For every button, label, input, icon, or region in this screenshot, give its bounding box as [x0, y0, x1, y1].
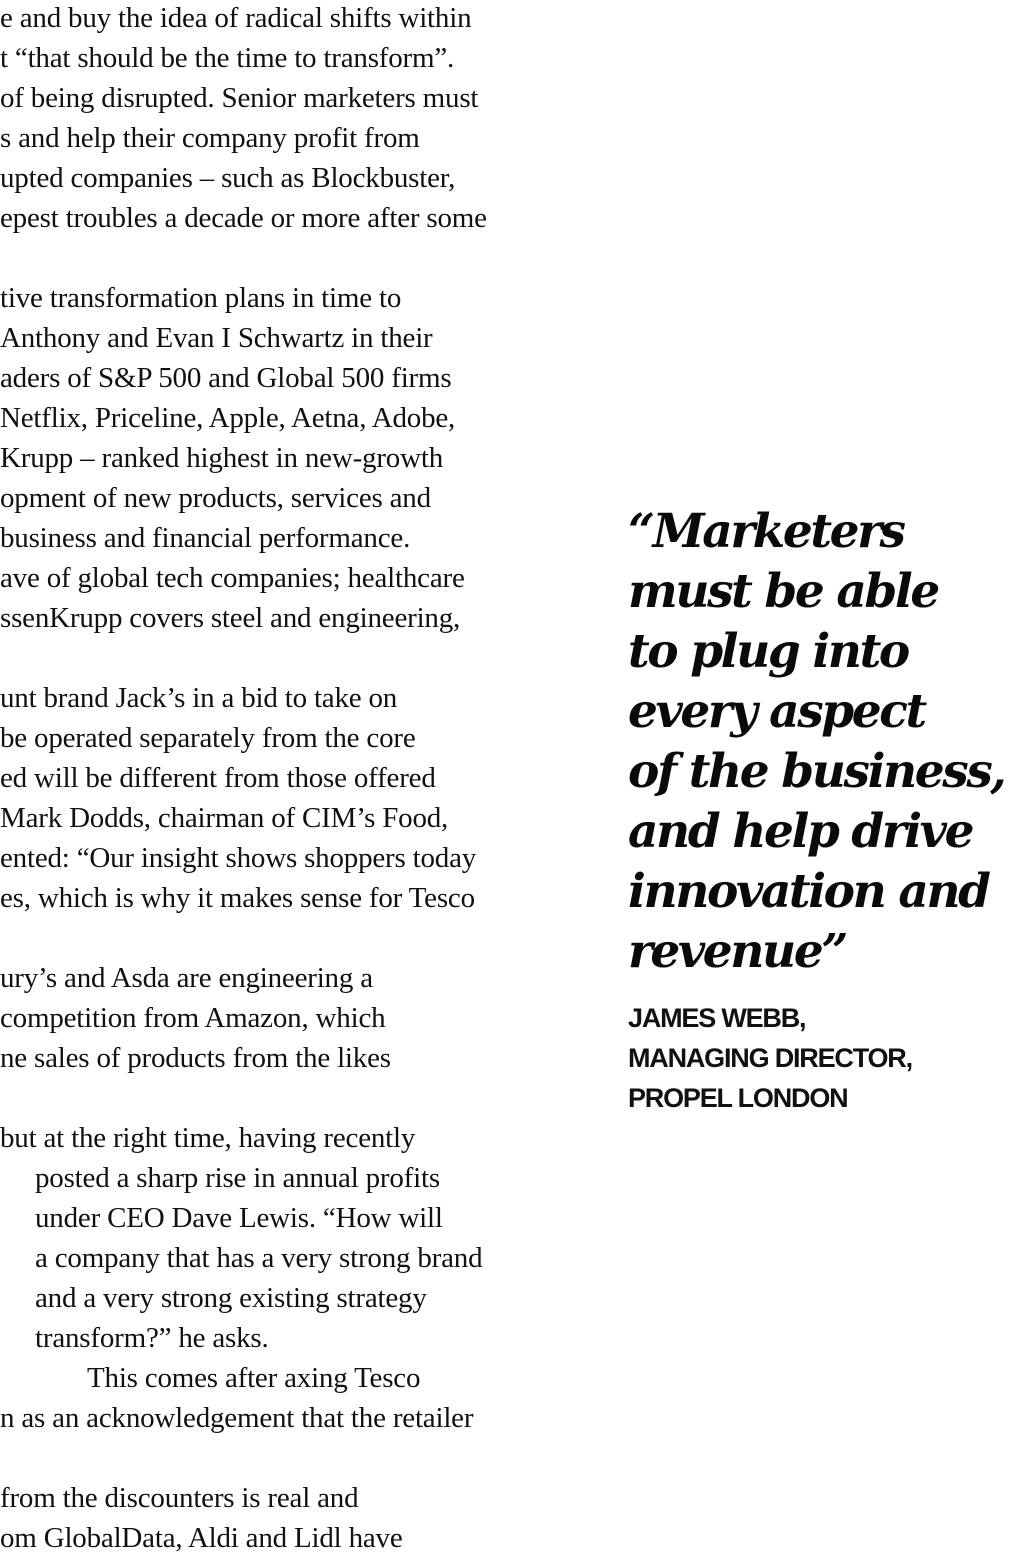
article-line: ave of global tech companies; healthcare: [0, 562, 465, 594]
article-line: Anthony and Evan I Schwartz in their: [0, 322, 433, 354]
article-line: ented: “Our insight shows shoppers today: [0, 842, 477, 874]
article-line: ury’s and Asda are engineering a: [0, 962, 373, 994]
article-line: t “that should be the time to transform”.: [0, 42, 455, 74]
article-line: under CEO Dave Lewis. “How will: [35, 1202, 443, 1234]
article-line: and a very strong existing strategy: [35, 1282, 427, 1314]
attribution-company: PROPEL LONDON: [628, 1083, 848, 1113]
pull-quote-line: revenue”: [628, 924, 846, 979]
article-line: tive transformation plans in time to: [0, 282, 402, 314]
article-line: posted a sharp rise in annual profits: [35, 1162, 440, 1194]
article-line: es, which is why it makes sense for Tesco: [0, 882, 475, 914]
article-line: a company that has a very strong brand: [35, 1242, 483, 1274]
quote-attribution: [628, 998, 1008, 1118]
attribution-name: JAMES WEBB,: [628, 1003, 806, 1033]
article-line: competition from Amazon, which: [0, 1002, 386, 1034]
article-line: s and help their company profit from: [0, 122, 420, 154]
article-line: e and buy the idea of radical shifts within: [0, 2, 472, 34]
pull-quote-line: every aspect: [628, 684, 925, 739]
article-line: upted companies – such as Blockbuster,: [0, 162, 456, 194]
pull-quote-line: innovation and: [628, 864, 989, 919]
article-line: Krupp – ranked highest in new-growth: [0, 442, 444, 474]
pull-quote-line: of the business,: [628, 744, 1005, 799]
article-line: This comes after axing Tesco: [87, 1362, 421, 1394]
article-line: from the discounters is real and: [0, 1482, 359, 1514]
article-line: ed will be different from those offered: [0, 762, 436, 794]
pull-quote: [628, 502, 1008, 982]
article-line: business and financial performance.: [0, 522, 411, 554]
pull-quote-line: to plug into: [628, 624, 908, 679]
article-line: ssenKrupp covers steel and engineering,: [0, 602, 461, 634]
article-line: unt brand Jack’s in a bid to take on: [0, 682, 398, 714]
article-line: om GlobalData, Aldi and Lidl have: [0, 1522, 403, 1554]
attribution-role: MANAGING DIRECTOR,: [628, 1043, 912, 1073]
article-line: epest troubles a decade or more after some: [0, 202, 487, 234]
article-line: be operated separately from the core: [0, 722, 416, 754]
pull-quote-line: and help drive: [628, 804, 973, 859]
pull-quote-line: “Marketers: [628, 504, 904, 559]
article-line: but at the right time, having recently: [0, 1122, 416, 1154]
article-line: opment of new products, services and: [0, 482, 431, 514]
article-line: transform?” he asks.: [35, 1322, 269, 1354]
pull-quote-line: must be able: [628, 564, 938, 619]
article-line: of being disrupted. Senior marketers must: [0, 82, 479, 114]
article-line: aders of S&P 500 and Global 500 firms: [0, 362, 452, 394]
article-line: n as an acknowledgement that the retailer: [0, 1402, 474, 1434]
article-line: Mark Dodds, chairman of CIM’s Food,: [0, 802, 449, 834]
article-line: Netflix, Priceline, Apple, Aetna, Adobe,: [0, 402, 456, 434]
article-line: ne sales of products from the likes: [0, 1042, 391, 1074]
